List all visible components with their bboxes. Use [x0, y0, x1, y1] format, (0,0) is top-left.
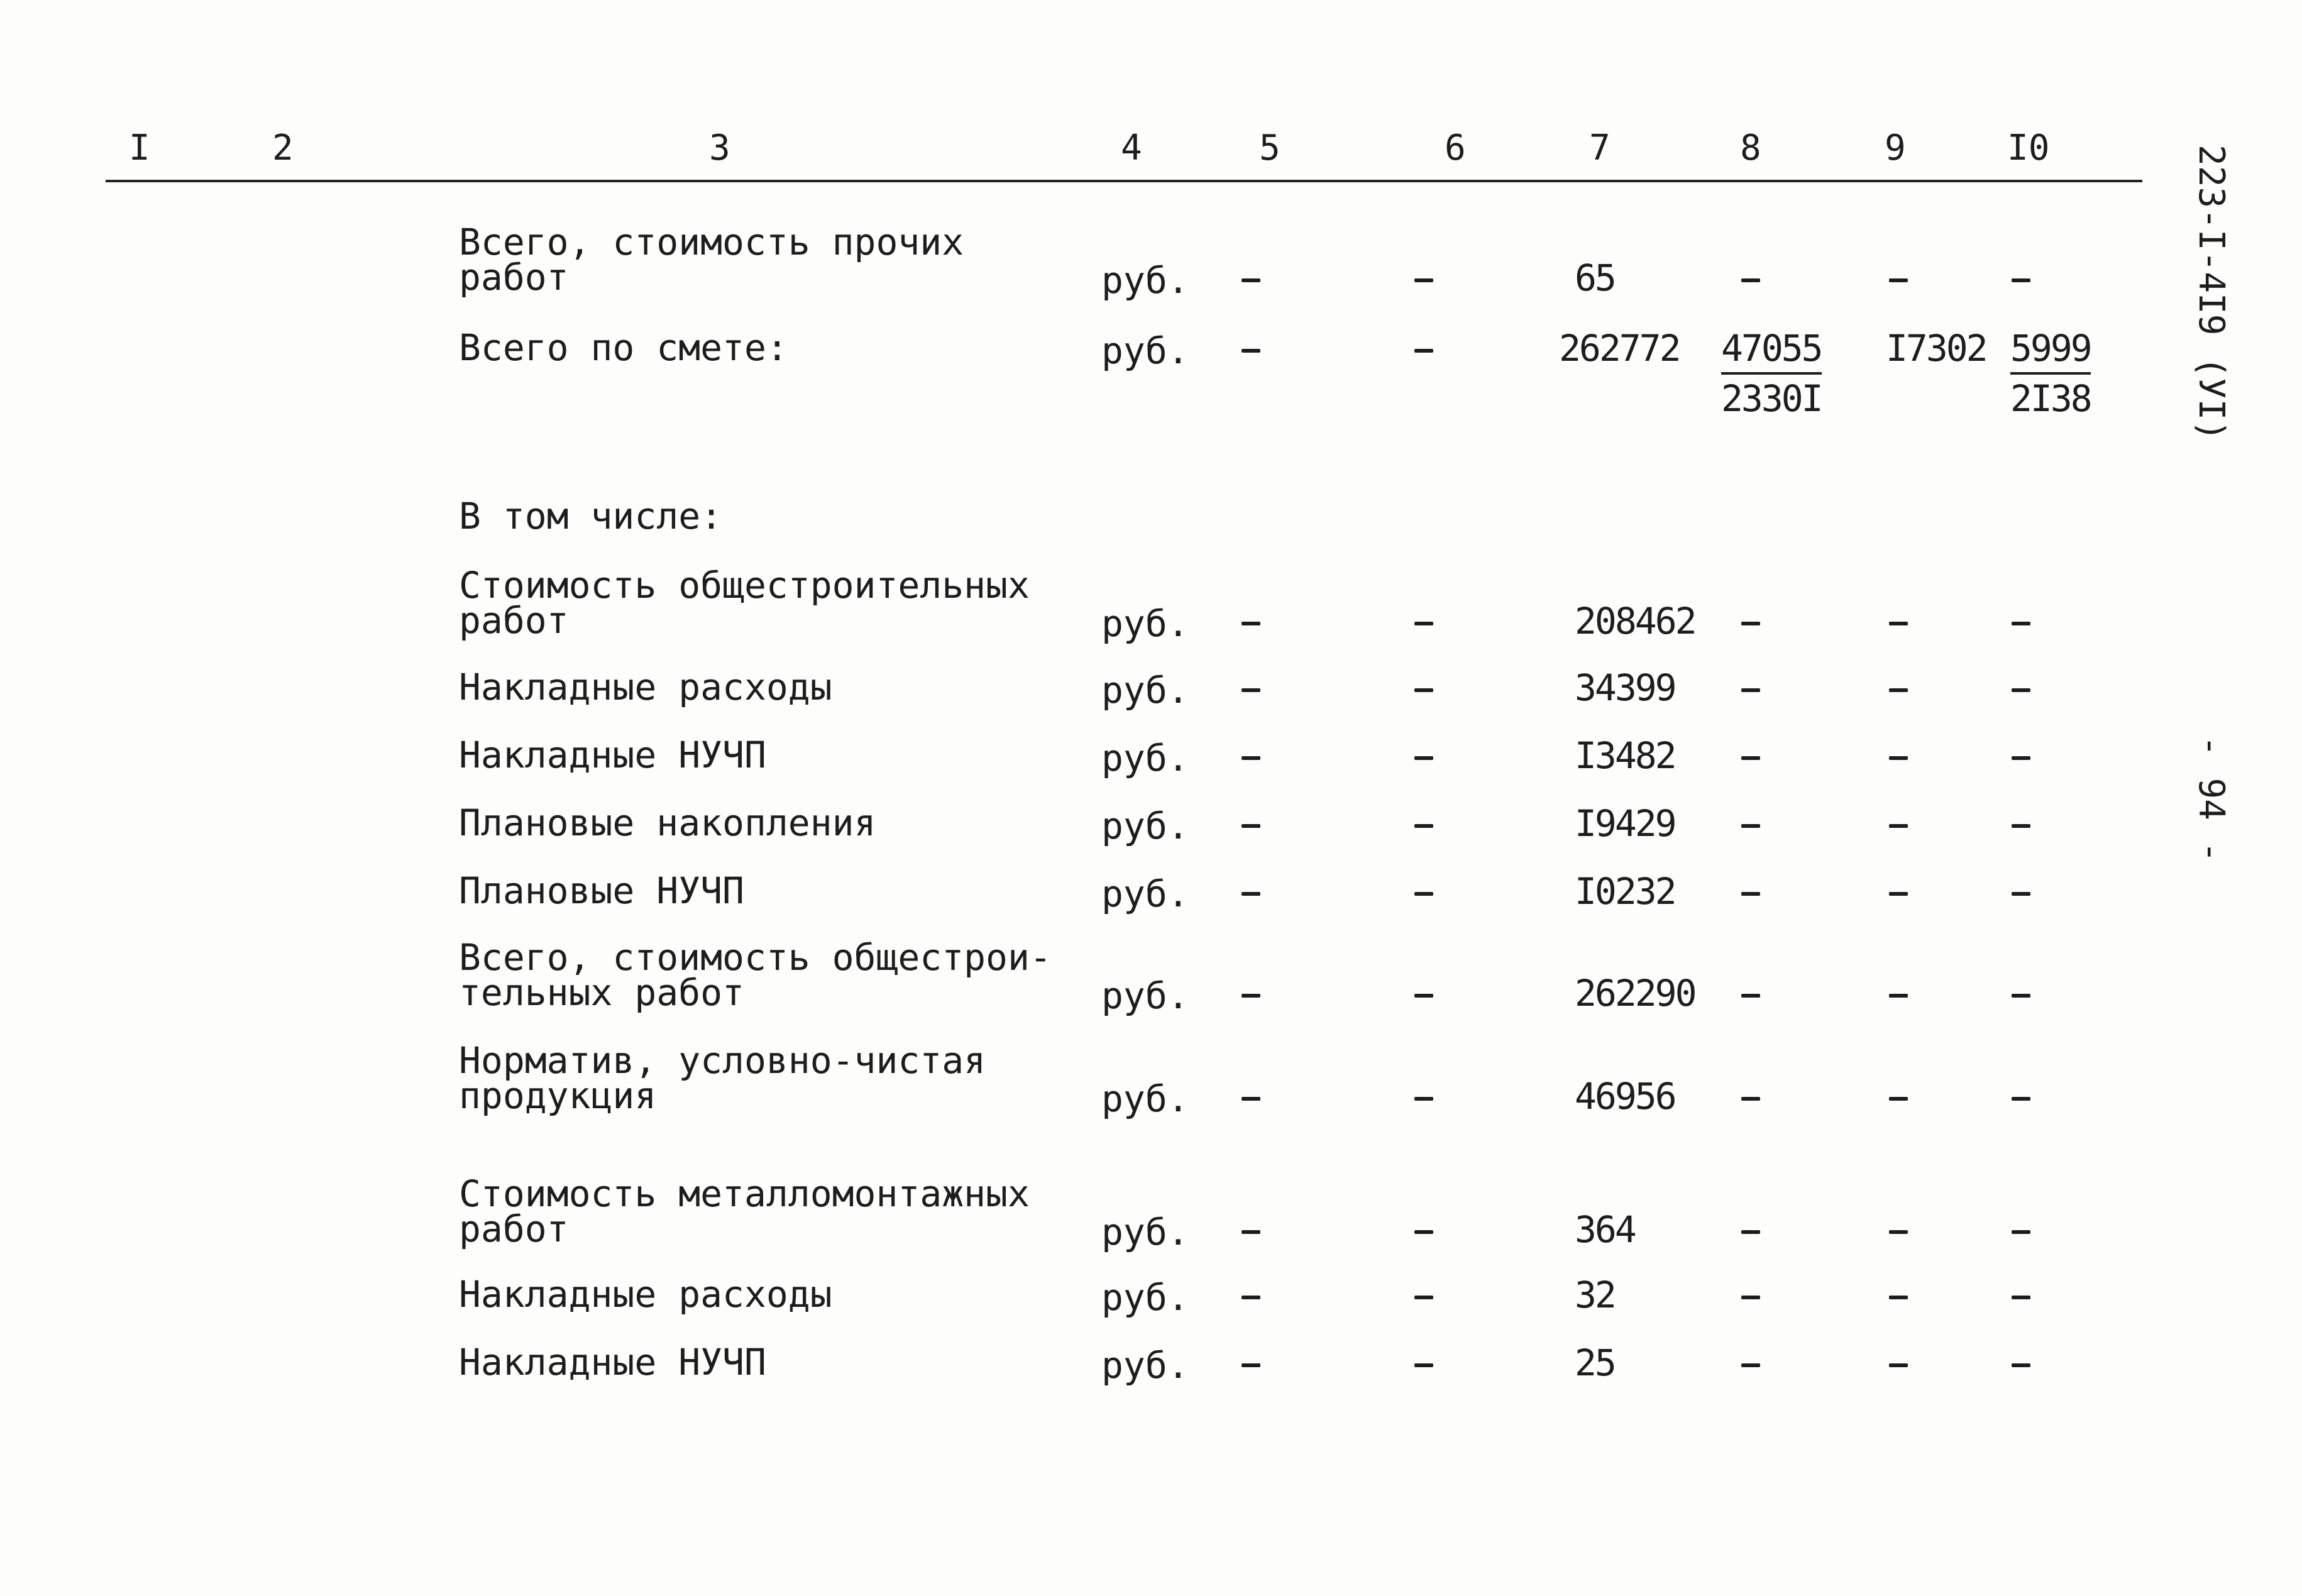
dash-col5 — [1242, 622, 1260, 625]
dash-col9 — [1889, 1363, 1908, 1367]
dash-col10 — [2012, 824, 2030, 828]
unit-cell: руб. — [1101, 602, 1189, 645]
dash-col8 — [1741, 1296, 1760, 1299]
row-label: В том числе: — [459, 495, 723, 537]
unit-cell: руб. — [1101, 259, 1189, 302]
dash-col5 — [1242, 994, 1260, 998]
value-col7: 65 — [1575, 256, 1615, 299]
value-col10-numerator: 5999 — [2010, 327, 2091, 375]
col-header-2: 2 — [272, 128, 294, 168]
row-label: Всего, стоимость общестрои- — [459, 936, 1052, 979]
dash-col6 — [1414, 688, 1433, 692]
row-label: Накладные расходы — [459, 666, 832, 708]
col-header-5: 5 — [1259, 128, 1280, 168]
dash-col5 — [1242, 824, 1260, 828]
row-label: Накладные НУЧП — [459, 734, 766, 776]
value-col8-denominator: 2330I — [1721, 377, 1822, 420]
dash-col6 — [1414, 756, 1433, 760]
value-col7: 32 — [1575, 1274, 1615, 1316]
value-col7: 25 — [1575, 1341, 1615, 1384]
dash-col9 — [1889, 1296, 1908, 1299]
unit-cell: руб. — [1101, 974, 1189, 1017]
dash-col8 — [1741, 1097, 1760, 1101]
dash-col8 — [1741, 892, 1760, 896]
dash-col5 — [1242, 1230, 1260, 1234]
dash-col5 — [1242, 688, 1260, 692]
row-label: работ — [459, 599, 569, 642]
unit-cell: руб. — [1101, 1211, 1189, 1253]
row-label: Норматив, условно-чистая — [459, 1039, 986, 1082]
row-label: Всего, стоимость прочих — [459, 221, 964, 263]
value-col10-denominator: 2I38 — [2010, 377, 2091, 420]
dash-col6 — [1414, 1230, 1433, 1234]
dash-col9 — [1889, 994, 1908, 998]
page-number: - 94 - — [2191, 735, 2232, 863]
dash-col5 — [1242, 892, 1260, 896]
dash-col10 — [2012, 688, 2030, 692]
col-header-1: I — [129, 128, 150, 168]
dash-col6 — [1414, 622, 1433, 625]
dash-col10 — [2012, 1363, 2030, 1367]
value-col7: I0232 — [1575, 870, 1675, 913]
dash-col10 — [2012, 278, 2030, 282]
value-col7: 208462 — [1575, 600, 1695, 642]
unit-cell: руб. — [1101, 805, 1189, 847]
dash-col8 — [1741, 278, 1760, 282]
dash-col6 — [1414, 278, 1433, 282]
dash-col5 — [1242, 756, 1260, 760]
row-label: Накладные расходы — [459, 1273, 832, 1316]
unit-cell: руб. — [1101, 872, 1189, 915]
dash-col8 — [1741, 688, 1760, 692]
dash-col5 — [1242, 278, 1260, 282]
value-col7: 262290 — [1575, 972, 1695, 1015]
value-col7: 262772 — [1559, 327, 1680, 370]
dash-col6 — [1414, 994, 1433, 998]
col-header-9: 9 — [1885, 128, 1906, 168]
dash-col9 — [1889, 892, 1908, 896]
unit-cell: руб. — [1101, 669, 1189, 712]
dash-col9 — [1889, 278, 1908, 282]
dash-col10 — [2012, 1097, 2030, 1101]
dash-col6 — [1414, 1296, 1433, 1299]
dash-col6 — [1414, 349, 1433, 353]
dash-col10 — [2012, 892, 2030, 896]
dash-col8 — [1741, 994, 1760, 998]
value-col7: 34399 — [1575, 666, 1675, 709]
unit-cell: руб. — [1101, 329, 1189, 372]
dash-col8 — [1741, 756, 1760, 760]
col-header-3: 3 — [709, 128, 730, 168]
document-code: 223-I-4I9 (УI) — [2191, 145, 2232, 442]
row-label: Всего по смете: — [459, 326, 788, 369]
dash-col10 — [2012, 1230, 2030, 1234]
col-header-6: 6 — [1445, 128, 1466, 168]
unit-cell: руб. — [1101, 1276, 1189, 1319]
value-col9: I7302 — [1886, 327, 1986, 370]
dash-col10 — [2012, 622, 2030, 625]
dash-col6 — [1414, 892, 1433, 896]
dash-col8 — [1741, 622, 1760, 625]
col-header-8: 8 — [1740, 128, 1761, 168]
row-label: Стоимость металломонтажных — [459, 1172, 1030, 1215]
row-label: тельных работ — [459, 971, 744, 1014]
row-label: Плановые НУЧП — [459, 869, 744, 912]
col-header-7: 7 — [1589, 128, 1611, 168]
dash-col8 — [1741, 1363, 1760, 1367]
dash-col6 — [1414, 1097, 1433, 1101]
dash-col10 — [2012, 994, 2030, 998]
row-label: работ — [459, 256, 569, 299]
dash-col9 — [1889, 622, 1908, 625]
dash-col6 — [1414, 1363, 1433, 1367]
dash-col5 — [1242, 1363, 1260, 1367]
row-label: Накладные НУЧП — [459, 1341, 766, 1384]
dash-col5 — [1242, 1097, 1260, 1101]
unit-cell: руб. — [1101, 1077, 1189, 1120]
dash-col9 — [1889, 824, 1908, 828]
dash-col6 — [1414, 824, 1433, 828]
header-rule — [106, 180, 2142, 182]
dash-col8 — [1741, 1230, 1760, 1234]
row-label: Стоимость общестроительных — [459, 564, 1030, 607]
col-header-10: I0 — [2007, 128, 2050, 168]
value-col7: 364 — [1575, 1208, 1635, 1251]
unit-cell: руб. — [1101, 737, 1189, 779]
value-col8-numerator: 47055 — [1721, 327, 1822, 375]
dash-col5 — [1242, 1296, 1260, 1299]
value-col7: I3482 — [1575, 734, 1675, 777]
dash-col8 — [1741, 824, 1760, 828]
dash-col5 — [1242, 349, 1260, 353]
row-label: продукция — [459, 1074, 657, 1117]
value-col7: 46956 — [1575, 1075, 1675, 1118]
value-col7: I9429 — [1575, 802, 1675, 845]
dash-col9 — [1889, 1230, 1908, 1234]
col-header-4: 4 — [1121, 128, 1142, 168]
row-label: Плановые накопления — [459, 801, 876, 844]
dash-col10 — [2012, 1296, 2030, 1299]
dash-col9 — [1889, 756, 1908, 760]
row-label: работ — [459, 1208, 569, 1250]
dash-col10 — [2012, 756, 2030, 760]
dash-col9 — [1889, 688, 1908, 692]
unit-cell: руб. — [1101, 1344, 1189, 1387]
dash-col9 — [1889, 1097, 1908, 1101]
